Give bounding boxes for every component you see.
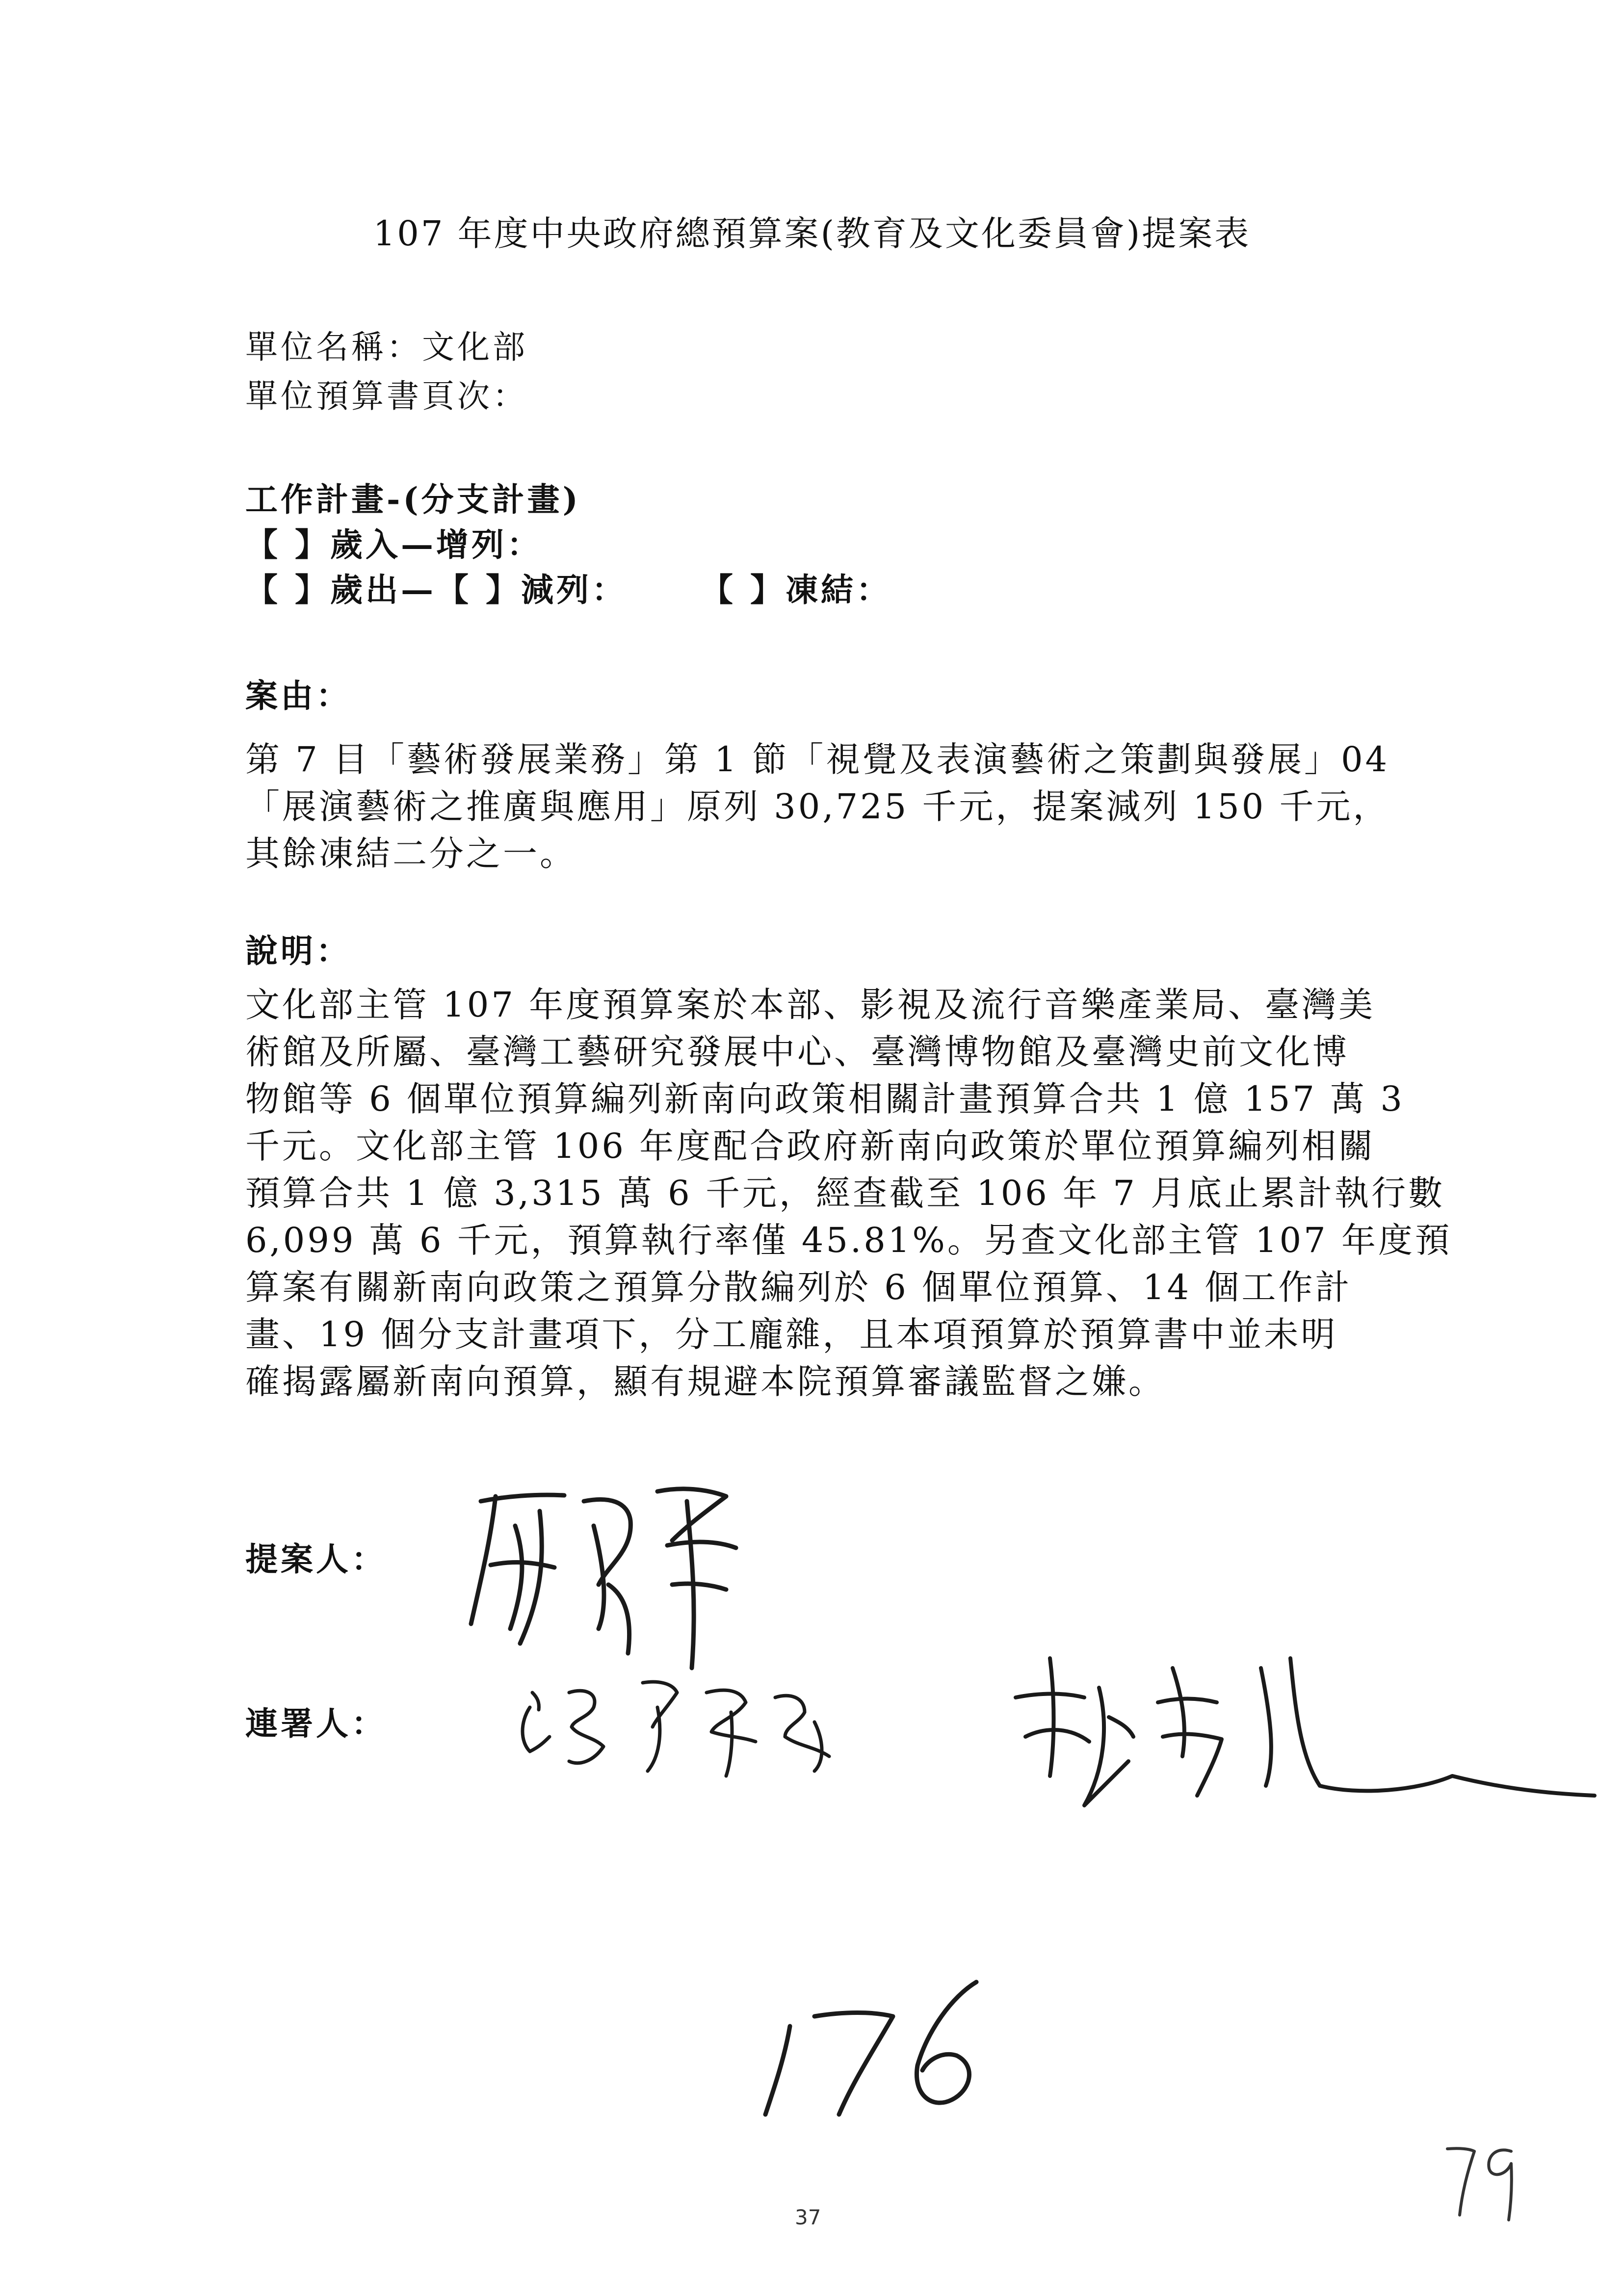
explain-heading: 說明：: [245, 932, 351, 970]
reason-line: 第 7 目「藝術發展業務」第 1 節「視覺及表演藝術之策劃與發展」04: [245, 739, 1390, 780]
cosigner-signature-1: [510, 1663, 873, 1786]
unit-info: [245, 328, 1393, 429]
explain-paragraph: [245, 981, 1452, 1405]
handwritten-number-176: [746, 1953, 1011, 2129]
reason-line: 其餘凍結二分之一。: [245, 834, 576, 874]
explain-line: 文化部主管 107 年度預算案於本部、影視及流行音樂產業局、臺灣美: [245, 985, 1376, 1025]
reason-line: 「展演藝術之推廣與應用」原列 30,725 千元，提案減列 150 千元，: [245, 786, 1390, 827]
unit-budget-page: 單位預算書頁次：: [245, 377, 528, 415]
explain-line: 術館及所屬、臺灣工藝研究發展中心、臺灣博物館及臺灣史前文化博: [245, 1032, 1349, 1072]
expense-line: [245, 571, 1393, 609]
reason-heading-block: [245, 677, 1393, 715]
explain-line: 算案有關新南向政策之預算分散編列於 6 個單位預算、14 個工作計: [245, 1267, 1352, 1307]
proposer-label: 提案人：: [245, 1540, 387, 1578]
cosigner-label: 連署人：: [245, 1704, 387, 1743]
unit-name: 單位名稱：文化部: [245, 328, 528, 366]
explain-line: 6,099 萬 6 千元，預算執行率僅 45.81%。另查文化部主管 107 年度預: [245, 1220, 1452, 1260]
proposer-signature: [461, 1467, 765, 1673]
document-title: 107 年度中央政府總預算案(教育及文化委員會)提案表: [373, 213, 1251, 254]
expense-reduce: 【 】歲出—【 】減列：: [245, 571, 627, 609]
page-number: 37: [795, 2205, 821, 2229]
explain-line: 千元。文化部主管 106 年度配合政府新南向政策於單位預算編列相關: [245, 1126, 1376, 1166]
plan-heading: 工作計畫-(分支計畫): [245, 480, 581, 519]
explain-line: 確揭露屬新南向預算，顯有規避本院預算審議監督之嫌。: [245, 1361, 1165, 1402]
explain-line: 預算合共 1 億 3,315 萬 6 千元，經查截至 106 年 7 月底止累計執行數: [245, 1173, 1445, 1213]
expense-freeze: 【 】凍結：: [700, 571, 891, 609]
handwritten-number-79: [1438, 2129, 1526, 2227]
explain-line: 畫、19 個分支計畫項下，分工龐雜，且本項預算於預算書中並未明: [245, 1314, 1338, 1355]
reason-paragraph: [245, 736, 1393, 877]
plan-section: [245, 480, 1393, 619]
revenue-line: 【 】歲入—增列：: [245, 525, 542, 564]
explain-heading-block: [245, 932, 1393, 970]
reason-heading: 案由：: [245, 677, 351, 715]
cosigner-signature-2: [986, 1629, 1604, 1840]
explain-line: 物館等 6 個單位預算編列新南向政策相關計畫預算合共 1 億 157 萬 3: [245, 1079, 1405, 1119]
